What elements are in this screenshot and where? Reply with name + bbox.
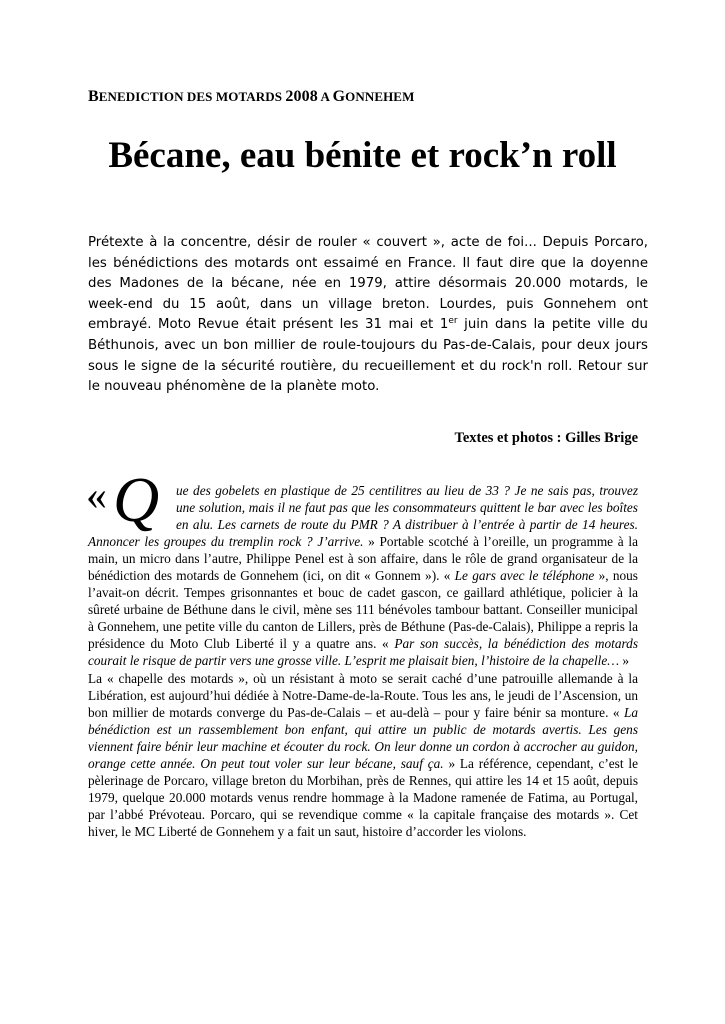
kicker-heading [88, 88, 648, 106]
drop-cap-letter: Q [113, 464, 160, 535]
article-text-close-quote: » [619, 653, 630, 669]
kicker-text-benediction: ENEDICTION DES MOTARDS [98, 89, 286, 104]
article-body [88, 482, 638, 840]
headline: Bécane, eau bénite et rock’n roll [108, 135, 617, 176]
quote-benediction: La bénédiction est un rassemblement bon enfant, qui attire un public de motards avertis. Les gens viennent faire bénir leur machine et écouter du rock. On leur donne un cordon à accrocher au guidon, orange cette année. On peut tout voler sur leur bécane, sauf ça. [88, 704, 638, 771]
kicker-year: 2008 [285, 88, 318, 105]
kicker-text-gonnehem: ONNEHEM [345, 89, 415, 104]
article-text-porcaro: » La référence, cependant, c’est le pèlerinage de Porcaro, village breton du Morbihan, près de Rennes, qui attire les 14 et 15 août, depuis 1979, quelque 20.000 motards venus rendre hommage à la Madone ramenée de Fatima, au Portugal, par l’abbé Prévoteau. Porcaro, qui se revendique comme « la capitale française des motards ». Cet hiver, le MC Liberté de Gonnehem y a fait un saut, histoire d’accorder les violons. [88, 755, 638, 839]
quote-success: Par son succès, la bénédiction des motards courait le risque de partir vers une grosse ville. L’esprit me plaisait bien, l’histoire de la chapelle… [88, 636, 638, 669]
kicker-initial-b: B [88, 88, 99, 105]
article-text-chapelle: La « chapelle des motards », où un résistant à moto se serait caché d’une patrouille allemande à la Libération, est aujourd’hui dédiée à Notre-Dame-de-la-Route. Tous les ans, le jeudi de l’Ascension, un bon millier de motards converge du Pas-de-Calais – et au-delà – pour y faire bénir sa monture. « [88, 670, 638, 720]
intro-superscript: er [448, 316, 458, 327]
opening-quote-mark: « [86, 473, 107, 519]
kicker-text-a: A [317, 89, 333, 104]
article-paragraph-2 [88, 670, 638, 840]
drop-cap-spacer [88, 482, 176, 532]
quote-telephone: Le gars avec le téléphone [454, 568, 595, 584]
kicker-initial-g: G [332, 88, 346, 105]
quote-organizer-instructions: ue des gobelets en plastique de 25 centilitres au lieu de 33 ? Je ne sais pas, trouvez une solution, mais il ne faut pas que les consommateurs quittent le bar avec les boîtes en alu. Les carnets de route du PMR ? A distribuer à l’entrée à partir de 14 heures. Annoncer les groupes du tremplin rock ? J’arrive. [88, 483, 638, 550]
article-text-penel: » Portable scotché à l’oreille, un programme à la main, un micro dans l’autre, Philippe Penel est à son affaire, dans le rôle de grand organisateur de la bénédiction des motards de Gonnehem (ici, on dit « Gonnem »). « [88, 534, 638, 584]
article-text-portrait: », nous l’avait-on décrit. Tempes grisonnantes et bouc de cadet gascon, ce gaillard athlétique, policier à la sûreté urbaine de Béthune dans le civil, mène ses 111 bénévoles tambour battant. Conseiller municipal à Gonnehem, une petite ville du canton de Lillers, près de Béthune (Pas-de-Calais), Philippe a repris la présidence du Moto Club Liberté il y a quatre ans. « [88, 568, 638, 652]
intro-paragraph [88, 233, 648, 398]
intro-text-2: juin dans la petite ville du Béthunois, avec un bon millier de roule-toujours du Pas-de-Calais, pour deux jours sous le signe de la sécurité routière, du recueillement et du rock'n roll. Retour sur le nouveau phénomène de la planète moto. [88, 317, 648, 395]
author-credit: Textes et photos : Gilles Brige [454, 430, 638, 446]
intro-text-1: Prétexte à la concentre, désir de rouler « couvert », acte de foi... Depuis Porcaro, les bénédictions des motards ont essaimé en France. Il faut dire que la doyenne des Madones de la bécane, née en 1979, attire désormais 20.000 motards, le week-end du 15 août, dans un village breton. Lourdes, puis Gonnehem ont embrayé. Moto Revue était présent les 31 mai et 1 [88, 235, 648, 333]
